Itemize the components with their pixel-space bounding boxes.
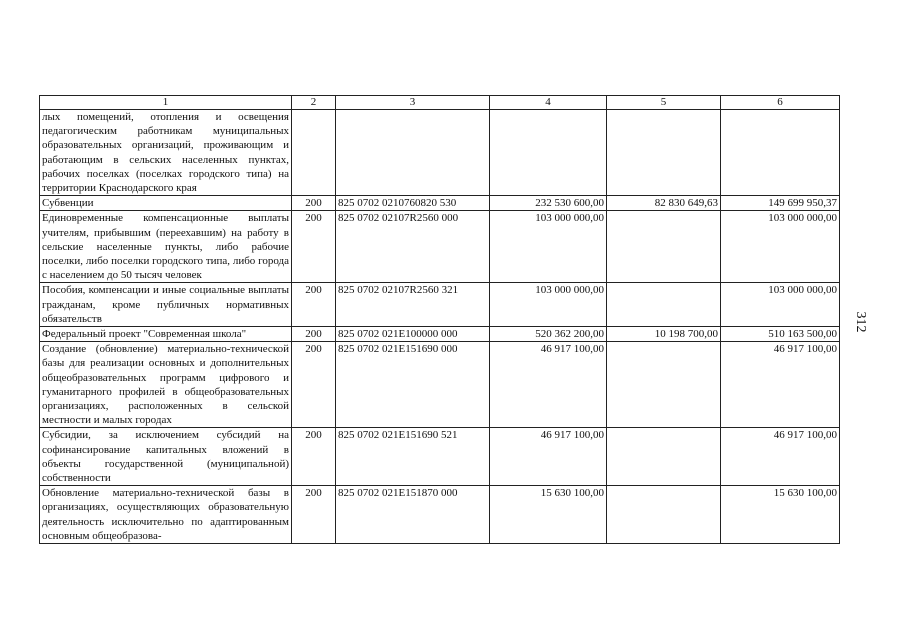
row-value-col6: 46 917 100,00	[721, 342, 840, 428]
row-description: Пособия, компенсации и иные социальные выплаты гражданам, кроме публичных нормативных обязательств	[40, 283, 292, 327]
table-row	[40, 110, 840, 196]
table-row	[40, 428, 840, 486]
row-value-col6	[721, 110, 840, 196]
row-classification-code: 825 0702 021E100000 000	[336, 327, 490, 342]
row-value-col6: 103 000 000,00	[721, 211, 840, 283]
row-value-col4: 103 000 000,00	[490, 283, 607, 327]
row-code: 200	[292, 486, 336, 544]
row-value-col6: 103 000 000,00	[721, 283, 840, 327]
column-header-3: 3	[336, 96, 490, 110]
row-code: 200	[292, 342, 336, 428]
row-classification-code: 825 0702 021E151690 000	[336, 342, 490, 428]
row-classification-code: 825 0702 0210760820 530	[336, 196, 490, 211]
table-row	[40, 342, 840, 428]
row-description: Субвенции	[40, 196, 292, 211]
budget-table	[39, 95, 840, 544]
table-row	[40, 327, 840, 342]
header-row	[40, 96, 840, 110]
row-value-col5: 82 830 649,63	[607, 196, 721, 211]
row-description: Субсидии, за исключением субсидий на софинансирование капитальных вложений в объекты государственной (муниципальной) собственности	[40, 428, 292, 486]
row-value-col4: 46 917 100,00	[490, 342, 607, 428]
row-classification-code: 825 0702 021E151870 000	[336, 486, 490, 544]
column-header-1: 1	[40, 96, 292, 110]
row-value-col4: 232 530 600,00	[490, 196, 607, 211]
table-body	[40, 96, 840, 544]
row-description: Единовременные компенсационные выплаты учителям, прибывшим (переехавшим) на работу в сельские населенные пункты, либо рабочие поселки, либо поселки городского типа, либо города с населением до 50 тысяч человек	[40, 211, 292, 283]
row-value-col5	[607, 486, 721, 544]
column-header-5: 5	[607, 96, 721, 110]
row-value-col5	[607, 110, 721, 196]
table-row	[40, 283, 840, 327]
row-description: Федеральный проект "Современная школа"	[40, 327, 292, 342]
table-row	[40, 211, 840, 283]
row-value-col4: 520 362 200,00	[490, 327, 607, 342]
table-row	[40, 486, 840, 544]
row-value-col6: 510 163 500,00	[721, 327, 840, 342]
row-value-col6: 149 699 950,37	[721, 196, 840, 211]
row-value-col5	[607, 283, 721, 327]
column-header-6: 6	[721, 96, 840, 110]
row-value-col5	[607, 428, 721, 486]
row-code: 200	[292, 283, 336, 327]
row-code	[292, 110, 336, 196]
row-value-col4: 15 630 100,00	[490, 486, 607, 544]
row-value-col5	[607, 211, 721, 283]
row-value-col4: 46 917 100,00	[490, 428, 607, 486]
page-number: 312	[853, 311, 868, 333]
row-code: 200	[292, 196, 336, 211]
row-value-col4: 103 000 000,00	[490, 211, 607, 283]
row-classification-code: 825 0702 02107R2560 000	[336, 211, 490, 283]
row-description: Создание (обновление) материально-технической базы для реализации основных и дополнительных общеобразовательных программ цифрового и гуманитарного профилей в общеобразовательных организациях, расположенных в сельской местности и малых городах	[40, 342, 292, 428]
row-value-col5: 10 198 700,00	[607, 327, 721, 342]
column-header-2: 2	[292, 96, 336, 110]
row-value-col6: 15 630 100,00	[721, 486, 840, 544]
table-row	[40, 196, 840, 211]
column-header-4: 4	[490, 96, 607, 110]
row-classification-code: 825 0702 02107R2560 321	[336, 283, 490, 327]
row-code: 200	[292, 211, 336, 283]
row-code: 200	[292, 428, 336, 486]
row-value-col6: 46 917 100,00	[721, 428, 840, 486]
row-classification-code	[336, 110, 490, 196]
row-description: лых помещений, отопления и освещения педагогическим работникам муниципальных образовательных организаций, проживающим и работающим в сельских населенных пунктах, рабочих поселках (поселках городского типа) на территории Краснодарского края	[40, 110, 292, 196]
row-code: 200	[292, 327, 336, 342]
row-description: Обновление материально-технической базы в организациях, осуществляющих образовательную деятельность исключительно по адаптированным основным общеобразова-	[40, 486, 292, 544]
row-classification-code: 825 0702 021E151690 521	[336, 428, 490, 486]
row-value-col5	[607, 342, 721, 428]
row-value-col4	[490, 110, 607, 196]
